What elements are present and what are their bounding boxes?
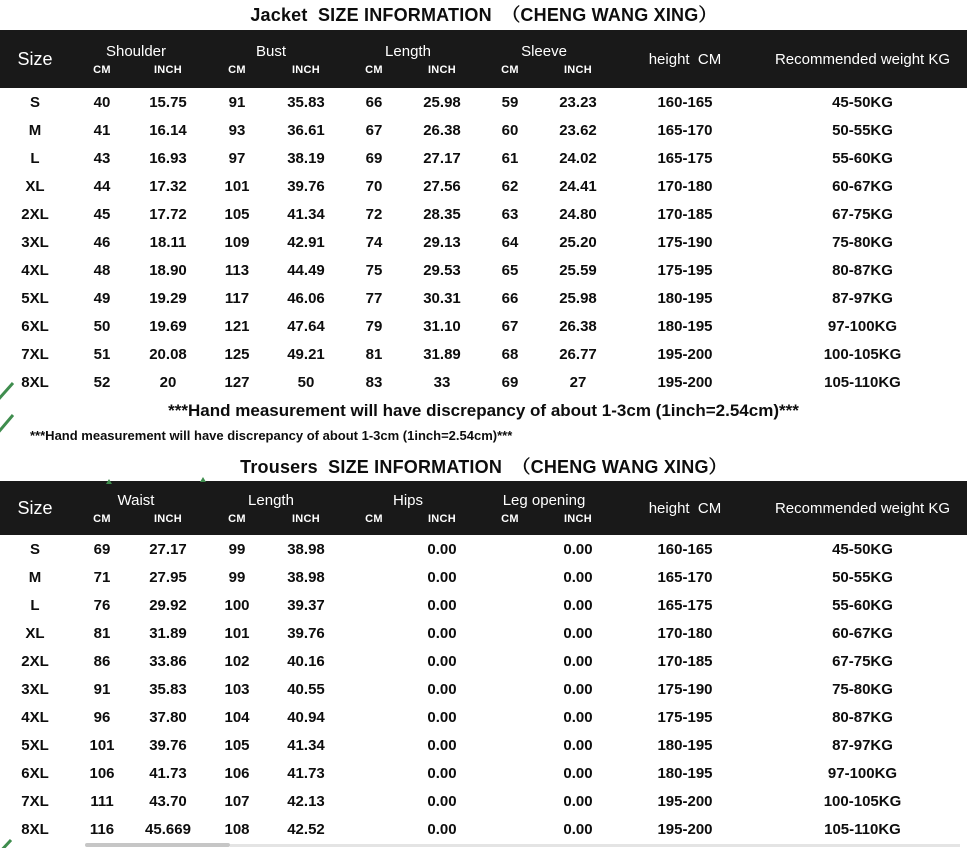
value-cell: 86 (93, 652, 111, 670)
value-cell: 81 (93, 624, 111, 642)
size-cell: 8XL (21, 373, 49, 391)
weight-cell: 55-60KG (832, 596, 893, 614)
value-cell: 76 (93, 596, 111, 614)
value-cell: 49 (93, 289, 111, 307)
subheader-inch: INCH (427, 64, 457, 76)
column-group-length: Length (385, 43, 431, 60)
size-cell: L (30, 149, 40, 167)
column-header-weight: Recommended weight KG (774, 50, 951, 68)
column-header-size: Size (17, 48, 53, 69)
value-cell: 15.75 (149, 93, 187, 111)
value-cell: 50 (297, 373, 315, 391)
bottom-scroll-strip (85, 843, 230, 847)
value-cell: 39.37 (287, 596, 325, 614)
height-cell: 165-175 (657, 149, 713, 167)
column-group-hips: Hips (392, 492, 423, 509)
value-cell: 24.02 (559, 149, 597, 167)
value-cell: 72 (365, 205, 383, 223)
value-cell: 24.80 (559, 205, 597, 223)
jacket-table-header (0, 30, 967, 88)
value-cell: 104 (224, 708, 250, 726)
value-cell: 37.80 (149, 708, 187, 726)
subheader-inch: INCH (427, 513, 457, 525)
height-cell: 195-200 (657, 792, 713, 810)
value-cell: 113 (224, 261, 250, 279)
value-cell: 83 (365, 373, 383, 391)
table-row (0, 815, 967, 843)
value-cell: 23.23 (559, 93, 597, 111)
value-cell: 27.17 (149, 540, 187, 558)
value-cell: 27.95 (149, 568, 187, 586)
value-cell: 0.00 (563, 624, 593, 642)
value-cell: 0.00 (427, 624, 457, 642)
weight-cell: 75-80KG (832, 233, 893, 251)
value-cell: 44 (93, 177, 111, 195)
size-cell: 2XL (21, 652, 49, 670)
value-cell: 33 (433, 373, 451, 391)
weight-cell: 50-55KG (832, 568, 893, 586)
value-cell: 39.76 (149, 736, 187, 754)
value-cell: 69 (93, 540, 111, 558)
value-cell: 0.00 (427, 736, 457, 754)
value-cell: 69 (365, 149, 383, 167)
value-cell: 75 (365, 261, 383, 279)
value-cell: 0.00 (427, 708, 457, 726)
column-header-weight: Recommended weight KG (774, 499, 951, 517)
value-cell: 101 (224, 177, 250, 195)
value-cell: 77 (365, 289, 383, 307)
value-cell: 64 (501, 233, 519, 251)
size-cell: M (28, 121, 42, 139)
weight-cell: 80-87KG (832, 708, 893, 726)
height-cell: 180-195 (657, 317, 713, 335)
value-cell: 96 (93, 708, 111, 726)
value-cell: 40.55 (287, 680, 325, 698)
value-cell: 50 (93, 317, 111, 335)
value-cell: 38.98 (287, 540, 325, 558)
value-cell: 52 (93, 373, 111, 391)
value-cell: 42.52 (287, 820, 325, 838)
value-cell: 0.00 (563, 820, 593, 838)
value-cell: 66 (365, 93, 383, 111)
value-cell: 25.98 (559, 289, 597, 307)
column-header-height: height CM (648, 50, 722, 68)
value-cell: 63 (501, 205, 519, 223)
weight-cell: 75-80KG (832, 680, 893, 698)
column-group-sleeve: Sleeve (521, 43, 567, 60)
table-row (0, 563, 967, 591)
measurement-note-small: ***Hand measurement will have discrepancy of about 1-3cm (1inch=2.54cm)*** (30, 428, 513, 443)
value-cell: 27.17 (423, 149, 461, 167)
value-cell: 107 (224, 792, 250, 810)
value-cell: 109 (224, 233, 250, 251)
weight-cell: 87-97KG (832, 289, 893, 307)
size-cell: XL (25, 177, 45, 195)
value-cell: 25.59 (559, 261, 597, 279)
column-group-bust: Bust (255, 43, 286, 60)
weight-cell: 80-87KG (832, 261, 893, 279)
size-cell: 5XL (21, 736, 49, 754)
height-cell: 180-195 (657, 764, 713, 782)
value-cell: 39.76 (287, 624, 325, 642)
height-cell: 180-195 (657, 736, 713, 754)
table-row (0, 535, 967, 563)
value-cell: 24.41 (559, 177, 597, 195)
size-cell: S (29, 93, 40, 111)
weight-cell: 45-50KG (832, 540, 893, 558)
value-cell: 29.53 (423, 261, 461, 279)
value-cell: 71 (93, 568, 111, 586)
table-row (0, 759, 967, 787)
table-row (0, 200, 967, 228)
value-cell: 93 (228, 121, 246, 139)
value-cell: 16.14 (149, 121, 187, 139)
value-cell: 40 (93, 93, 111, 111)
value-cell: 0.00 (563, 596, 593, 614)
height-cell: 175-190 (657, 233, 713, 251)
value-cell: 17.32 (149, 177, 187, 195)
column-group-shoulder: Shoulder (105, 43, 167, 60)
value-cell: 0.00 (427, 596, 457, 614)
subheader-cm: CM (228, 513, 246, 525)
value-cell: 18.11 (149, 233, 187, 251)
value-cell: 0.00 (563, 540, 593, 558)
value-cell: 79 (365, 317, 383, 335)
value-cell: 67 (501, 317, 519, 335)
value-cell: 66 (501, 289, 519, 307)
weight-cell: 45-50KG (832, 93, 893, 111)
height-cell: 160-165 (657, 540, 713, 558)
value-cell: 18.90 (149, 261, 187, 279)
value-cell: 106 (89, 764, 115, 782)
size-cell: 3XL (21, 680, 49, 698)
weight-cell: 55-60KG (832, 149, 893, 167)
value-cell: 46 (93, 233, 111, 251)
height-cell: 195-200 (657, 820, 713, 838)
table-row (0, 144, 967, 172)
subheader-cm: CM (365, 513, 383, 525)
value-cell: 17.72 (149, 205, 187, 223)
value-cell: 47.64 (287, 317, 325, 335)
column-header-size: Size (17, 497, 53, 518)
value-cell: 20 (159, 373, 177, 391)
table-row (0, 703, 967, 731)
column-group-waist: Waist (117, 492, 155, 509)
subheader-cm: CM (93, 513, 111, 525)
value-cell: 16.93 (149, 149, 187, 167)
height-cell: 175-195 (657, 261, 713, 279)
height-cell: 165-170 (657, 568, 713, 586)
value-cell: 0.00 (427, 652, 457, 670)
value-cell: 23.62 (559, 121, 597, 139)
value-cell: 59 (501, 93, 519, 111)
height-cell: 165-175 (657, 596, 713, 614)
value-cell: 0.00 (563, 708, 593, 726)
height-cell: 170-180 (657, 624, 713, 642)
subheader-inch: INCH (563, 513, 593, 525)
value-cell: 102 (224, 652, 250, 670)
value-cell: 97 (228, 149, 246, 167)
value-cell: 117 (224, 289, 250, 307)
value-cell: 62 (501, 177, 519, 195)
table-row (0, 88, 967, 116)
value-cell: 38.98 (287, 568, 325, 586)
height-cell: 165-170 (657, 121, 713, 139)
value-cell: 26.38 (559, 317, 597, 335)
subheader-inch: INCH (563, 64, 593, 76)
jacket-table-title: Jacket SIZE INFORMATION （CHENG WANG XING） (250, 5, 717, 25)
height-cell: 195-200 (657, 373, 713, 391)
weight-cell: 100-105KG (823, 345, 902, 363)
value-cell: 40.16 (287, 652, 325, 670)
value-cell: 111 (90, 792, 114, 810)
value-cell: 29.92 (149, 596, 187, 614)
value-cell: 103 (224, 680, 250, 698)
value-cell: 91 (228, 93, 246, 111)
value-cell: 42.13 (287, 792, 325, 810)
value-cell: 43.70 (149, 792, 187, 810)
value-cell: 108 (224, 820, 250, 838)
size-cell: 2XL (21, 205, 49, 223)
height-cell: 175-195 (657, 708, 713, 726)
value-cell: 0.00 (427, 540, 457, 558)
subheader-cm: CM (228, 64, 246, 76)
value-cell: 81 (365, 345, 383, 363)
value-cell: 25.20 (559, 233, 597, 251)
size-cell: 6XL (21, 317, 49, 335)
height-cell: 160-165 (657, 93, 713, 111)
value-cell: 67 (365, 121, 383, 139)
height-cell: 175-190 (657, 680, 713, 698)
value-cell: 29.13 (423, 233, 461, 251)
value-cell: 25.98 (423, 93, 461, 111)
size-cell: XL (25, 624, 45, 642)
value-cell: 41.34 (287, 736, 325, 754)
table-row (0, 731, 967, 759)
table-row (0, 116, 967, 144)
table-row (0, 368, 967, 396)
height-cell: 170-180 (657, 177, 713, 195)
value-cell: 19.29 (149, 289, 187, 307)
subheader-inch: INCH (153, 513, 183, 525)
table-row (0, 787, 967, 815)
value-cell: 0.00 (563, 652, 593, 670)
value-cell: 20.08 (149, 345, 187, 363)
height-cell: 170-185 (657, 652, 713, 670)
weight-cell: 105-110KG (824, 820, 901, 838)
subheader-cm: CM (93, 64, 111, 76)
value-cell: 65 (501, 261, 519, 279)
weight-cell: 67-75KG (832, 652, 893, 670)
table-row (0, 256, 967, 284)
value-cell: 0.00 (427, 764, 457, 782)
value-cell: 26.77 (559, 345, 597, 363)
value-cell: 44.49 (287, 261, 325, 279)
size-cell: 6XL (21, 764, 49, 782)
subheader-inch: INCH (291, 513, 321, 525)
value-cell: 0.00 (563, 792, 593, 810)
table-row (0, 312, 967, 340)
trousers-table-header (0, 481, 967, 535)
value-cell: 0.00 (427, 820, 457, 838)
value-cell: 33.86 (149, 652, 187, 670)
table-row (0, 172, 967, 200)
value-cell: 49.21 (287, 345, 325, 363)
size-cell: L (30, 596, 40, 614)
subheader-cm: CM (365, 64, 383, 76)
weight-cell: 60-67KG (832, 177, 893, 195)
table-row (0, 675, 967, 703)
value-cell: 43 (93, 149, 111, 167)
value-cell: 74 (365, 233, 383, 251)
value-cell: 0.00 (427, 680, 457, 698)
column-group-leg-opening: Leg opening (502, 492, 586, 509)
value-cell: 105 (224, 736, 250, 754)
size-cell: M (28, 568, 42, 586)
subheader-inch: INCH (153, 64, 183, 76)
value-cell: 100 (224, 596, 250, 614)
value-cell: 28.35 (423, 205, 461, 223)
size-cell: 7XL (21, 345, 49, 363)
measurement-note-large: ***Hand measurement will have discrepancy of about 1-3cm (1inch=2.54cm)*** (168, 401, 799, 420)
value-cell: 0.00 (563, 568, 593, 586)
value-cell: 19.69 (149, 317, 187, 335)
value-cell: 27 (569, 373, 587, 391)
table-row (0, 228, 967, 256)
value-cell: 0.00 (563, 764, 593, 782)
value-cell: 31.89 (423, 345, 461, 363)
value-cell: 69 (501, 373, 519, 391)
table-row (0, 619, 967, 647)
value-cell: 101 (224, 624, 250, 642)
weight-cell: 50-55KG (832, 121, 893, 139)
value-cell: 26.38 (423, 121, 461, 139)
value-cell: 68 (501, 345, 519, 363)
table-row (0, 284, 967, 312)
value-cell: 30.31 (423, 289, 461, 307)
weight-cell: 60-67KG (832, 624, 893, 642)
value-cell: 0.00 (563, 736, 593, 754)
value-cell: 46.06 (287, 289, 325, 307)
value-cell: 106 (224, 764, 250, 782)
value-cell: 41.73 (287, 764, 325, 782)
value-cell: 116 (89, 820, 115, 838)
value-cell: 0.00 (563, 680, 593, 698)
value-cell: 105 (224, 205, 250, 223)
value-cell: 51 (93, 345, 111, 363)
value-cell: 41.34 (287, 205, 325, 223)
value-cell: 99 (228, 568, 246, 586)
value-cell: 125 (224, 345, 250, 363)
value-cell: 41.73 (149, 764, 187, 782)
subheader-inch: INCH (291, 64, 321, 76)
value-cell: 31.89 (149, 624, 187, 642)
value-cell: 31.10 (423, 317, 461, 335)
value-cell: 99 (228, 540, 246, 558)
value-cell: 0.00 (427, 792, 457, 810)
value-cell: 42.91 (287, 233, 325, 251)
size-cell: 3XL (21, 233, 49, 251)
bottom-edge-strip (230, 844, 960, 847)
value-cell: 0.00 (427, 568, 457, 586)
column-header-height: height CM (648, 499, 722, 517)
value-cell: 41 (93, 121, 111, 139)
value-cell: 60 (501, 121, 519, 139)
jacket-table-body (0, 88, 967, 396)
size-cell: 7XL (21, 792, 49, 810)
height-cell: 195-200 (657, 345, 713, 363)
value-cell: 45.669 (145, 820, 191, 838)
size-cell: 4XL (21, 708, 49, 726)
value-cell: 38.19 (287, 149, 325, 167)
value-cell: 35.83 (149, 680, 187, 698)
weight-cell: 67-75KG (832, 205, 893, 223)
weight-cell: 97-100KG (827, 317, 898, 335)
weight-cell: 97-100KG (827, 764, 898, 782)
size-cell: 4XL (21, 261, 49, 279)
value-cell: 27.56 (423, 177, 461, 195)
table-row (0, 647, 967, 675)
weight-cell: 105-110KG (824, 373, 901, 391)
value-cell: 91 (93, 680, 111, 698)
value-cell: 48 (93, 261, 111, 279)
weight-cell: 100-105KG (823, 792, 902, 810)
value-cell: 127 (224, 373, 250, 391)
size-cell: 8XL (21, 820, 49, 838)
table-row (0, 340, 967, 368)
column-group-length: Length (248, 492, 294, 509)
weight-cell: 87-97KG (832, 736, 893, 754)
subheader-cm: CM (501, 64, 519, 76)
height-cell: 170-185 (657, 205, 713, 223)
table-row (0, 591, 967, 619)
value-cell: 36.61 (287, 121, 325, 139)
value-cell: 39.76 (287, 177, 325, 195)
value-cell: 101 (89, 736, 115, 754)
value-cell: 61 (501, 149, 519, 167)
trousers-table-body (0, 535, 967, 843)
trousers-table-title: Trousers SIZE INFORMATION （CHENG WANG XING） (240, 457, 727, 477)
subheader-cm: CM (501, 513, 519, 525)
size-cell: S (29, 540, 40, 558)
value-cell: 121 (224, 317, 250, 335)
value-cell: 45 (93, 205, 111, 223)
size-cell: 5XL (21, 289, 49, 307)
value-cell: 35.83 (287, 93, 325, 111)
height-cell: 180-195 (657, 289, 713, 307)
value-cell: 40.94 (287, 708, 325, 726)
value-cell: 70 (365, 177, 383, 195)
